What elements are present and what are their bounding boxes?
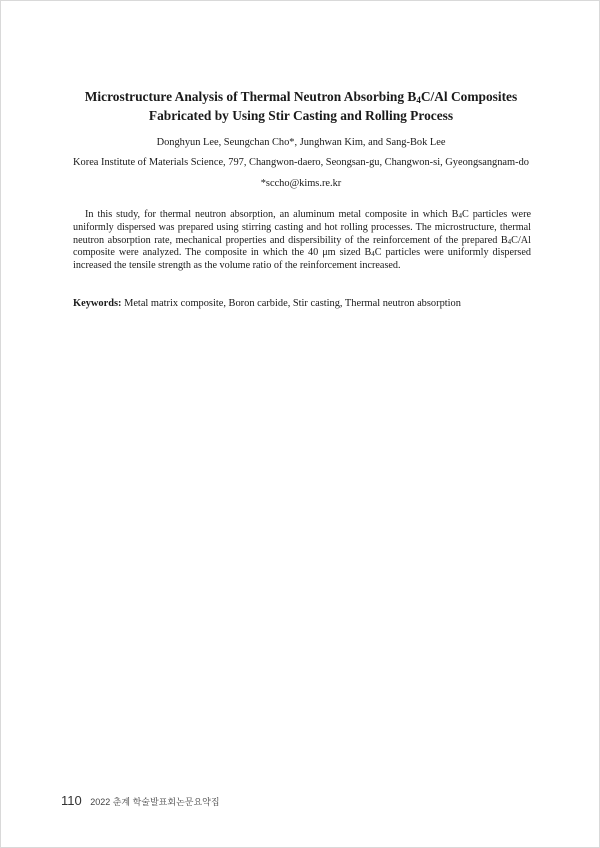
title-line2: Fabricated by Using Stir Casting and Rolling Process: [148, 108, 454, 123]
title-line1-part1: Microstructure Analysis of Thermal Neutron Absorbing B: [84, 89, 417, 104]
author-list: Donghyun Lee, Seungchan Cho*, Junghwan Kim, and Sang-Bok Lee: [156, 137, 446, 148]
title-line1-part2: C/Al Composites: [420, 89, 518, 104]
affiliation: Korea Institute of Materials Science, 797, Changwon-daero, Seongsan-gu, Changwon-si, Gyeongsangnam-do: [73, 157, 529, 168]
page-footer: [61, 792, 220, 810]
page-number: 110: [61, 793, 82, 808]
abstract-text-3: C/Al composite were analyzed. The composite in which the 40 μm sized B: [73, 234, 531, 259]
footer-publication-title: 2022 춘계 학술발표회논문요약집: [90, 797, 220, 807]
abstract-paragraph: [73, 209, 531, 273]
abstract-subscript-1: 4: [458, 212, 462, 220]
keywords: [73, 298, 531, 309]
abstract-text-4: C particles were uniformly dispersed increased the tensile strength as the volume ratio of the reinforcement increased.: [73, 247, 531, 272]
abstract-subscript-3: 4: [371, 250, 375, 259]
keywords-label: Keywords:: [73, 298, 122, 309]
corresponding-email: *sccho@kims.re.kr: [260, 178, 342, 189]
abstract-text-1: In this study, for thermal neutron absorption, an aluminum metal composite in which B: [85, 209, 459, 220]
abstract-subscript-2: 4: [507, 237, 512, 246]
paper-title: [41, 87, 561, 125]
title-subscript: 4: [416, 95, 421, 105]
keywords-text: Metal matrix composite, Boron carbide, Stir casting, Thermal neutron absorption: [121, 298, 461, 309]
abstract-text-2: C particles were uniformly dispersed was prepared using stirring casting and hot rolling processes. The microstructure, thermal neutron absorption rate, mechanical properties and dispersibility of the reinforcement of the prepared B: [73, 209, 531, 246]
